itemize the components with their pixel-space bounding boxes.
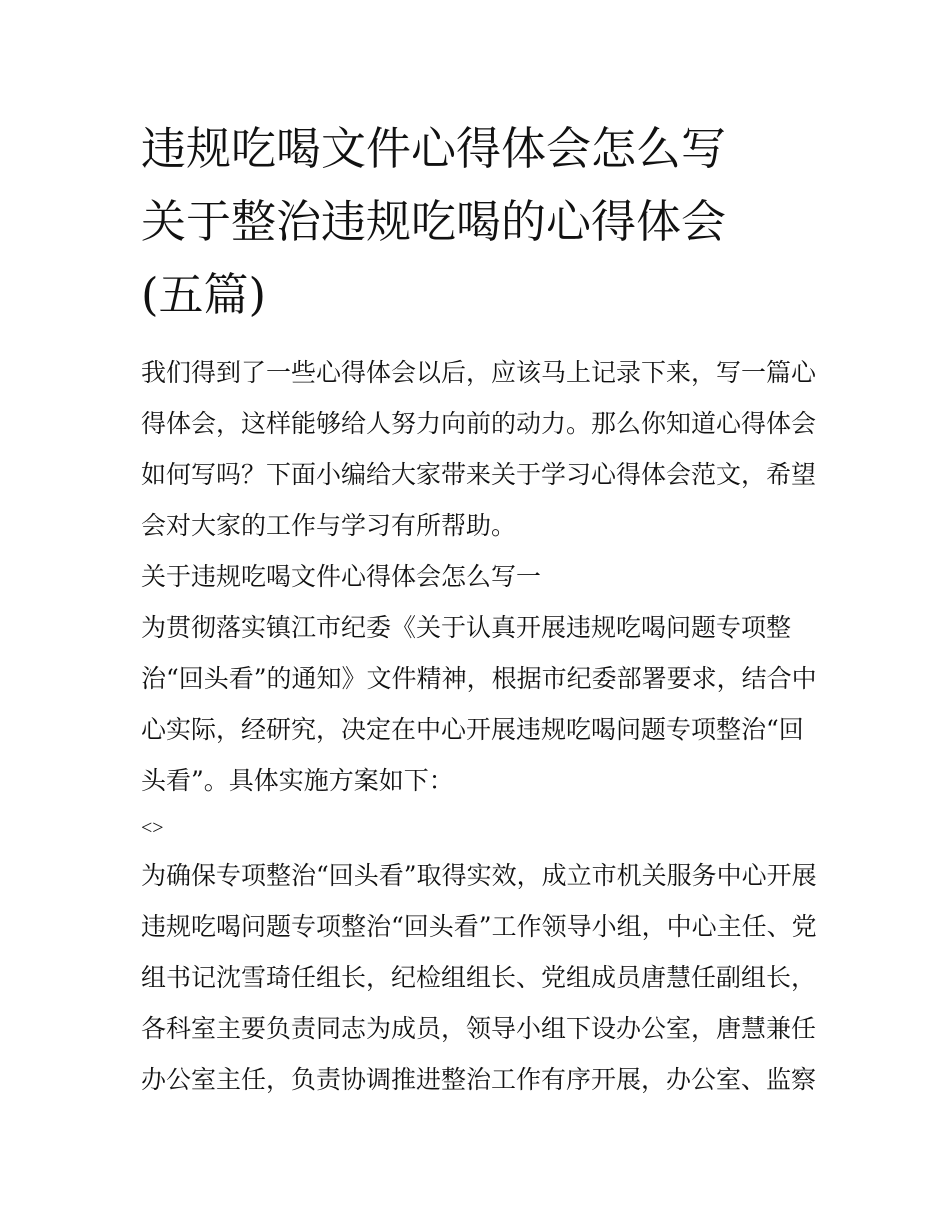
paragraph-2-line-2: 违规吃喝问题专项整治“回头看”工作领导小组，中心主任、党 <box>141 912 817 941</box>
intro-line-3: 如何写吗？下面小编给大家带来关于学习心得体会范文，希望 <box>141 460 817 489</box>
document-title <box>141 112 816 331</box>
title-line-3: (五篇) <box>141 268 267 321</box>
paragraph-2-line-5: 办公室主任，负责协调推进整治工作有序开展，办公室、监察 <box>141 1065 817 1094</box>
bracket-marker: <> <box>141 817 164 839</box>
paragraph-1-line-4: 头看”。具体实施方案如下： <box>141 766 454 795</box>
section-heading: 关于违规吃喝文件心得体会怎么写一 <box>141 562 542 591</box>
intro-line-4: 会对大家的工作与学习有所帮助。 <box>141 511 517 540</box>
intro-line-2: 得体会，这样能够给人努力向前的动力。那么你知道心得体会 <box>141 409 817 438</box>
document-body <box>141 347 816 1105</box>
paragraph-1-line-3: 心实际，经研究，决定在中心开展违规吃喝问题专项整治“回 <box>141 715 804 744</box>
intro-line-1: 我们得到了一些心得体会以后，应该马上记录下来，写一篇心 <box>141 358 817 387</box>
paragraph-2-line-4: 各科室主要负责同志为成员，领导小组下设办公室，唐慧兼任 <box>141 1014 817 1043</box>
title-line-1: 违规吃喝文件心得体会怎么写 <box>141 122 727 175</box>
paragraph-1-line-1: 为贯彻落实镇江市纪委《关于认真开展违规吃喝问题专项整 <box>141 613 792 642</box>
title-line-2: 关于整治违规吃喝的心得体会 <box>141 195 727 248</box>
document-content <box>141 112 816 1105</box>
paragraph-2-line-1: 为确保专项整治“回头看”取得实效，成立市机关服务中心开展 <box>141 861 817 890</box>
paragraph-2-line-3: 组书记沈雪琦任组长，纪检组组长、党组成员唐慧任副组长， <box>141 963 817 992</box>
paragraph-1-line-2: 治“回头看”的通知》文件精神，根据市纪委部署要求，结合中 <box>141 664 817 693</box>
